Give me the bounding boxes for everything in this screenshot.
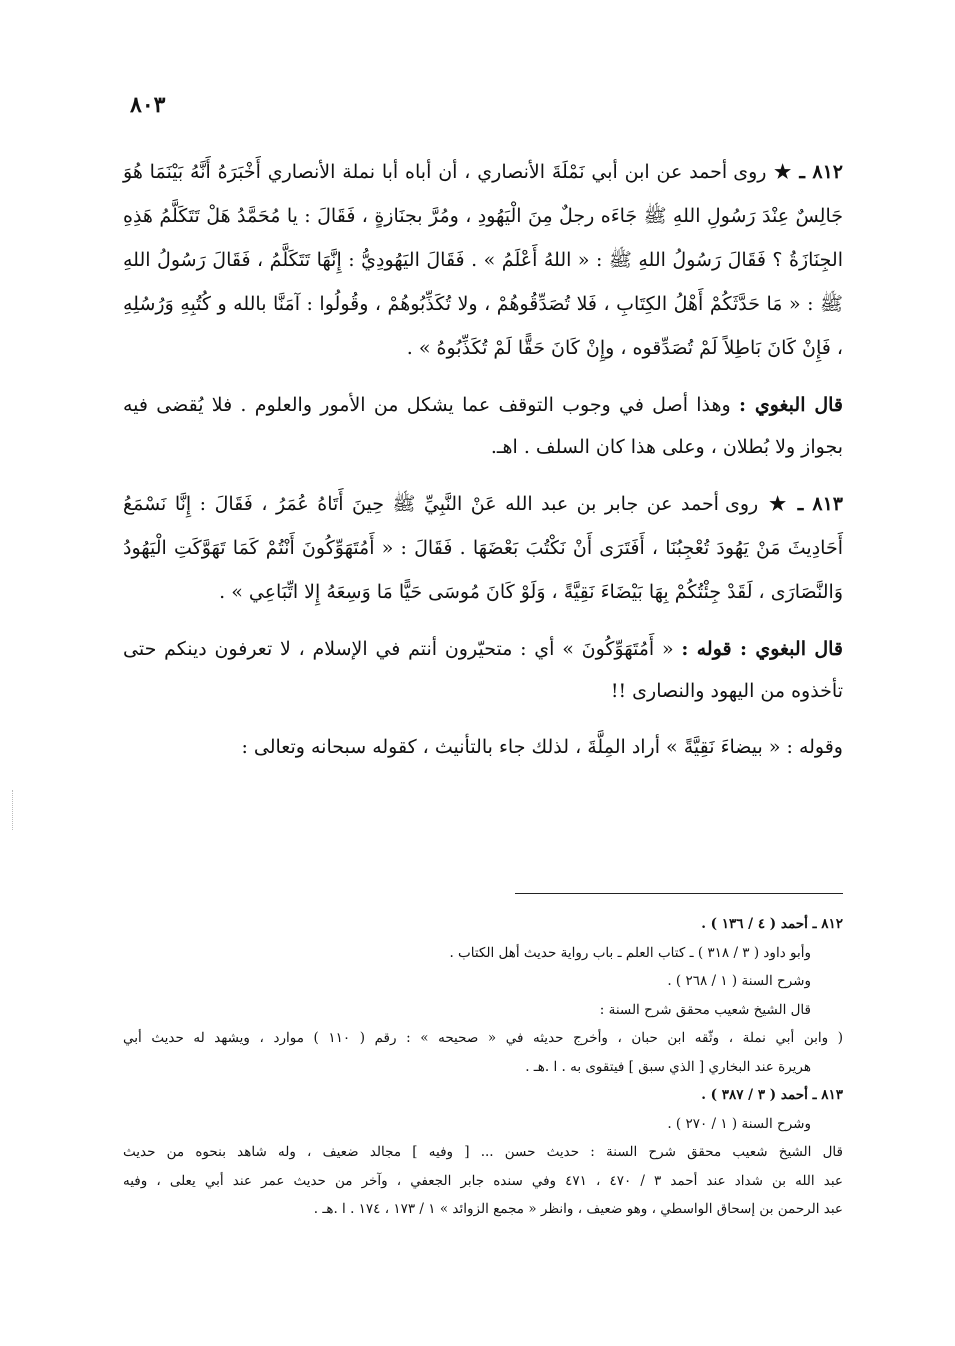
commentary-813-text: « أَمُتَهَوِّكُونَ » أي : متحيّرون أنتم في الإسلام ، لا تعرفون دينكم حتى تأخذوه من اليهود والنصارى !! <box>123 638 843 702</box>
hadith-813-number: ٨١٣ ـ ★ <box>766 493 843 515</box>
footnote-line: ( وابن أبي نملة ، وثّقه ابن حبان ، وأخرج حديثه في « صحيحه » : رقم ( ١١٠ ) موارد ، ويشهد له حديث أبي <box>123 1030 843 1046</box>
commentary-813-continued <box>123 726 843 768</box>
footnote-line: وأبو داود ( ٣ / ٣١٨ ) ـ كتاب العلم ـ باب رواية حديث أهل الكتاب . <box>449 944 811 961</box>
footnote-line: ٨١٣ ـ أحمد ( ٣ / ٣٨٧ ) . <box>701 1087 843 1103</box>
commentary-812-text: وهذا أصل في وجوب التوقف عما يشكل من الأمور والعلوم . فلا يُقضى فيه بجواز ولا بُطلان ، وعلى هذا كان السلف . اهـ. <box>123 394 843 458</box>
hadith-812-number: ٨١٢ ـ ★ <box>773 161 843 183</box>
commentary-813 <box>123 628 843 712</box>
footnote-line: هريرة عند البخاري [ الذي سبق ] فيتقوى به . ا .هـ . <box>525 1058 811 1075</box>
main-text <box>123 150 843 782</box>
footnote-line: عبد الله بن شداد عند أحمد ٣ / ٤٧٠ ، ٤٧١ وفي سنده جابر الجعفي ، وآخر من حديث عمر عند أبي يعلى ، وفيه <box>123 1172 843 1189</box>
page-number: ٨٠٣ <box>130 92 166 118</box>
hadith-812-text: روى أحمد عن ابن أبي نَمْلَةَ الأنصاري ، أن أباه أبا نملة الأنصاري أَخْبَرَهُ أَنَّهُ بَيْنَمَا هُوَ جَالِسٌ عِنْدَ رَسُولِ اللهِ ﷺ جَاءَه رجلٌ مِنَ الْيَهُودِ ، ومُرَّ بجنَازةٍ ، فَقَالَ : يا مُحَمَّدُ هَلْ تَتَكَلَّمُ هَذِهِ الجِنَازَةُ ؟ فَقَالَ رَسُولُ اللهِ ﷺ : « اللهُ أَعْلَمُ » . فَقَالَ اليَهُودِيُّ : إِنَّهَا تَتَكَلَّمُ ، فَقَالَ رَسُولُ اللهِ ﷺ : « مَا حَدَّثَكُمْ أَهْلُ الكِتَابِ ، فَلا تُصَدِّقُوهُمْ ، ولا تُكَذِّبُوهُمْ ، وقُولُوا : آمَنَّا بالله و كُتُبِهِ وَرُسُلِهِ ، فَإِنْ كَانَ بَاطِلاً لَمْ تُصَدِّقوه ، وإِنْ كَانَ حَقًّا لَمْ تُكَذِّبُوهُ » . <box>123 161 843 359</box>
commentary-812-lead: قال البغوي : <box>738 394 843 416</box>
commentary-812 <box>123 384 843 468</box>
footnote-divider <box>515 893 843 894</box>
footnote-line: وشرح السنة ( ١ / ٢٧٠ ) . <box>667 1115 811 1132</box>
hadith-813 <box>123 482 843 614</box>
footnote-line: عبد الرحمن بن إسحاق الواسطي ، وهو ضعيف ، وانظر « مجمع الزوائد » ١ / ١٧٣ ، ١٧٤ . ا .هـ . <box>313 1201 843 1217</box>
margin-scan-mark <box>12 790 19 830</box>
footnotes <box>123 910 843 1224</box>
footnote-line: وشرح السنة ( ١ / ٢٦٨ ) . <box>667 973 811 989</box>
footnote-line: قال الشيخ شعيب محقق شرح السنة : حديث حسن ... [ وفيه ] مجالد ضعيف ، وله شاهد بنحوه من حديث <box>123 1144 843 1160</box>
hadith-813-text: روى أحمد عن جابر بن عبد الله عَنْ النَّبِيِّ ﷺ حِينَ أَتَاهُ عُمَرُ ، فَقَالَ : إِنَّا نَسْمَعُ أَحَادِيثَ مَنْ يَهُودَ تُعْجِبُنَا ، أَفَتَرَى أَنْ نَكْتُبَ بَعْضَهَا . فَقَالَ : « أَمُتَهَوِّكُونَ أَنْتُمْ كَمَا تَهَوَّكَتِ الْيَهُودُ وَالنَّصَارَى ، لَقَدْ جِئْتُكُمْ بِهَا بَيْضَاءَ نَقِيَّةً ، وَلَوْ كَانَ مُوسَى حَيًّا مَا وَسِعَهُ إِلا اتِّبَاعِي » . <box>123 493 843 603</box>
hadith-812 <box>123 150 843 370</box>
footnote-line: قال الشيخ شعيب محقق شرح السنة : <box>599 1001 811 1018</box>
commentary-813-lead: قال البغوي : قوله : <box>681 638 844 660</box>
footnote-line: ٨١٢ ـ أحمد ( ٤ / ١٣٦ ) . <box>701 916 843 932</box>
commentary-813b-text: وقوله : « بيضاءَ نَقِيَّةً » أراد المِلَّةَ ، لذلك جاء بالتأنيث ، كقوله سبحانه وتعالى : <box>241 736 843 758</box>
